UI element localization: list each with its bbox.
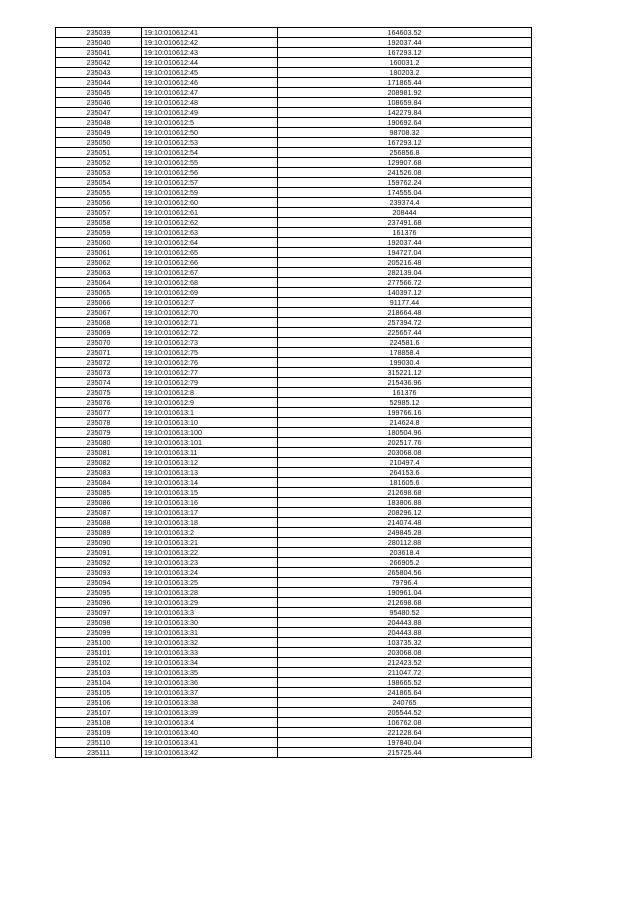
table-body [56,28,532,758]
value-cell: 241865.64 [278,688,532,698]
row-id-cell: 235063 [56,268,142,278]
value-cell: 241526.08 [278,168,532,178]
cadastral-number-cell: 19:10:010613:34 [142,658,278,668]
row-id-cell: 235106 [56,698,142,708]
value-cell: 79796.4 [278,578,532,588]
table-row [56,238,532,248]
table-row [56,118,532,128]
cadastral-number-cell: 19:10:010612:44 [142,58,278,68]
value-cell: 224581.6 [278,338,532,348]
row-id-cell: 235045 [56,88,142,98]
table-row [56,748,532,758]
value-cell: 199766.16 [278,408,532,418]
row-id-cell: 235060 [56,238,142,248]
cadastral-number-cell: 19:10:010613:21 [142,538,278,548]
value-cell: 192037.44 [278,238,532,248]
value-cell: 159762.24 [278,178,532,188]
table-row [56,58,532,68]
row-id-cell: 235050 [56,138,142,148]
row-id-cell: 235042 [56,58,142,68]
table-row [56,408,532,418]
cadastral-number-cell: 19:10:010613:40 [142,728,278,738]
cadastral-number-cell: 19:10:010613:12 [142,458,278,468]
cadastral-number-cell: 19:10:010612:76 [142,358,278,368]
row-id-cell: 235066 [56,298,142,308]
value-cell: 161376 [278,228,532,238]
row-id-cell: 235072 [56,358,142,368]
cadastral-number-cell: 19:10:010612:50 [142,128,278,138]
cadastral-number-cell: 19:10:010613:4 [142,718,278,728]
value-cell: 203068.08 [278,448,532,458]
row-id-cell: 235055 [56,188,142,198]
table-row [56,468,532,478]
cadastral-number-cell: 19:10:010613:2 [142,528,278,538]
value-cell: 239374.4 [278,198,532,208]
value-cell: 129907.68 [278,158,532,168]
row-id-cell: 235097 [56,608,142,618]
row-id-cell: 235062 [56,258,142,268]
value-cell: 214624.8 [278,418,532,428]
value-cell: 280112.88 [278,538,532,548]
row-id-cell: 235078 [56,418,142,428]
table-row [56,338,532,348]
cadastral-number-cell: 19:10:010612:73 [142,338,278,348]
cadastral-number-cell: 19:10:010613:18 [142,518,278,528]
cadastral-number-cell: 19:10:010613:13 [142,468,278,478]
cadastral-number-cell: 19:10:010612:46 [142,78,278,88]
cadastral-number-cell: 19:10:010613:17 [142,508,278,518]
row-id-cell: 235108 [56,718,142,728]
row-id-cell: 235084 [56,478,142,488]
row-id-cell: 235057 [56,208,142,218]
cadastral-number-cell: 19:10:010613:23 [142,558,278,568]
table-row [56,368,532,378]
row-id-cell: 235052 [56,158,142,168]
value-cell: 282139.04 [278,268,532,278]
value-cell: 204443.88 [278,618,532,628]
cadastral-number-cell: 19:10:010612:79 [142,378,278,388]
cadastral-number-cell: 19:10:010613:101 [142,438,278,448]
table-row [56,708,532,718]
cadastral-number-cell: 19:10:010612:5 [142,118,278,128]
table-row [56,548,532,558]
table-row [56,128,532,138]
table-row [56,578,532,588]
row-id-cell: 235105 [56,688,142,698]
value-cell: 108659.84 [278,98,532,108]
table-row [56,658,532,668]
row-id-cell: 235068 [56,318,142,328]
table-row [56,648,532,658]
value-cell: 167293.12 [278,48,532,58]
data-table [55,27,532,758]
table-row [56,738,532,748]
cadastral-number-cell: 19:10:010612:75 [142,348,278,358]
table-row [56,308,532,318]
cadastral-number-cell: 19:10:010613:15 [142,488,278,498]
table-row [56,618,532,628]
row-id-cell: 235077 [56,408,142,418]
value-cell: 211047.72 [278,668,532,678]
row-id-cell: 235093 [56,568,142,578]
row-id-cell: 235044 [56,78,142,88]
cadastral-number-cell: 19:10:010613:42 [142,748,278,758]
table-row [56,288,532,298]
value-cell: 210497.4 [278,458,532,468]
value-cell: 208444 [278,208,532,218]
row-id-cell: 235100 [56,638,142,648]
cadastral-number-cell: 19:10:010612:64 [142,238,278,248]
cadastral-number-cell: 19:10:010613:14 [142,478,278,488]
table-row [56,258,532,268]
row-id-cell: 235075 [56,388,142,398]
value-cell: 218664.48 [278,308,532,318]
cadastral-number-cell: 19:10:010613:36 [142,678,278,688]
cadastral-number-cell: 19:10:010612:77 [142,368,278,378]
row-id-cell: 235099 [56,628,142,638]
table-row [56,98,532,108]
cadastral-number-cell: 19:10:010612:72 [142,328,278,338]
cadastral-number-cell: 19:10:010612:7 [142,298,278,308]
row-id-cell: 235086 [56,498,142,508]
cadastral-number-cell: 19:10:010613:32 [142,638,278,648]
cadastral-number-cell: 19:10:010612:65 [142,248,278,258]
table-row [56,328,532,338]
value-cell: 178858.4 [278,348,532,358]
row-id-cell: 235040 [56,38,142,48]
table-row [56,668,532,678]
value-cell: 190692.64 [278,118,532,128]
value-cell: 194727.04 [278,248,532,258]
row-id-cell: 235069 [56,328,142,338]
row-id-cell: 235053 [56,168,142,178]
row-id-cell: 235107 [56,708,142,718]
table-row [56,728,532,738]
value-cell: 205216.48 [278,258,532,268]
value-cell: 183806.88 [278,498,532,508]
value-cell: 202517.76 [278,438,532,448]
cadastral-number-cell: 19:10:010612:62 [142,218,278,228]
cadastral-number-cell: 19:10:010612:60 [142,198,278,208]
value-cell: 164603.52 [278,28,532,38]
cadastral-number-cell: 19:10:010612:59 [142,188,278,198]
cadastral-number-cell: 19:10:010613:10 [142,418,278,428]
cadastral-number-cell: 19:10:010612:69 [142,288,278,298]
value-cell: 203068.08 [278,648,532,658]
cadastral-number-cell: 19:10:010613:1 [142,408,278,418]
table-row [56,148,532,158]
value-cell: 171865.44 [278,78,532,88]
table-row [56,428,532,438]
row-id-cell: 235047 [56,108,142,118]
cadastral-number-cell: 19:10:010612:57 [142,178,278,188]
value-cell: 208981.92 [278,88,532,98]
table-row [56,278,532,288]
cadastral-number-cell: 19:10:010613:25 [142,578,278,588]
cadastral-number-cell: 19:10:010613:35 [142,668,278,678]
value-cell: 98708.32 [278,128,532,138]
value-cell: 256856.8 [278,148,532,158]
table-row [56,158,532,168]
cadastral-number-cell: 19:10:010612:49 [142,108,278,118]
value-cell: 214074.48 [278,518,532,528]
cadastral-number-cell: 19:10:010613:31 [142,628,278,638]
table-row [56,698,532,708]
row-id-cell: 235080 [56,438,142,448]
table-row [56,678,532,688]
value-cell: 103735.32 [278,638,532,648]
table-row [56,318,532,328]
cadastral-number-cell: 19:10:010612:56 [142,168,278,178]
cadastral-number-cell: 19:10:010612:68 [142,278,278,288]
table-row [56,538,532,548]
cadastral-number-cell: 19:10:010612:48 [142,98,278,108]
value-cell: 212698.68 [278,488,532,498]
table-row [56,638,532,648]
cadastral-number-cell: 19:10:010613:37 [142,688,278,698]
cadastral-number-cell: 19:10:010612:61 [142,208,278,218]
value-cell: 52985.12 [278,398,532,408]
row-id-cell: 235067 [56,308,142,318]
row-id-cell: 235109 [56,728,142,738]
cadastral-number-cell: 19:10:010612:9 [142,398,278,408]
row-id-cell: 235095 [56,588,142,598]
cadastral-number-cell: 19:10:010612:70 [142,308,278,318]
table-row [56,358,532,368]
row-id-cell: 235081 [56,448,142,458]
table-row [56,448,532,458]
cadastral-number-cell: 19:10:010612:55 [142,158,278,168]
row-id-cell: 235043 [56,68,142,78]
value-cell: 203618.4 [278,548,532,558]
cadastral-number-cell: 19:10:010612:66 [142,258,278,268]
value-cell: 204443.88 [278,628,532,638]
row-id-cell: 235083 [56,468,142,478]
table-row [56,348,532,358]
value-cell: 180203.2 [278,68,532,78]
value-cell: 225657.44 [278,328,532,338]
value-cell: 205544.52 [278,708,532,718]
row-id-cell: 235054 [56,178,142,188]
table-row [56,608,532,618]
cadastral-number-cell: 19:10:010612:45 [142,68,278,78]
value-cell: 215725.44 [278,748,532,758]
row-id-cell: 235110 [56,738,142,748]
cadastral-number-cell: 19:10:010613:3 [142,608,278,618]
row-id-cell: 235101 [56,648,142,658]
table-row [56,88,532,98]
value-cell: 106762.08 [278,718,532,728]
table-row [56,378,532,388]
table-row [56,398,532,408]
table-row [56,528,532,538]
row-id-cell: 235098 [56,618,142,628]
table-row [56,78,532,88]
table-row [56,458,532,468]
table-row [56,598,532,608]
row-id-cell: 235104 [56,678,142,688]
row-id-cell: 235085 [56,488,142,498]
row-id-cell: 235049 [56,128,142,138]
row-id-cell: 235046 [56,98,142,108]
row-id-cell: 235064 [56,278,142,288]
table-row [56,568,532,578]
row-id-cell: 235059 [56,228,142,238]
value-cell: 315221.12 [278,368,532,378]
value-cell: 198665.52 [278,678,532,688]
value-cell: 140397.12 [278,288,532,298]
table-row [56,688,532,698]
value-cell: 215436.96 [278,378,532,388]
table-row [56,298,532,308]
cadastral-number-cell: 19:10:010613:29 [142,598,278,608]
table-row [56,558,532,568]
row-id-cell: 235094 [56,578,142,588]
table-row [56,188,532,198]
row-id-cell: 235091 [56,548,142,558]
value-cell: 174555.04 [278,188,532,198]
row-id-cell: 235090 [56,538,142,548]
cadastral-number-cell: 19:10:010613:11 [142,448,278,458]
row-id-cell: 235071 [56,348,142,358]
row-id-cell: 235061 [56,248,142,258]
row-id-cell: 235039 [56,28,142,38]
cadastral-number-cell: 19:10:010613:41 [142,738,278,748]
table-row [56,138,532,148]
row-id-cell: 235070 [56,338,142,348]
cadastral-number-cell: 19:10:010612:71 [142,318,278,328]
value-cell: 190961.04 [278,588,532,598]
table-row [56,68,532,78]
cadastral-number-cell: 19:10:010612:8 [142,388,278,398]
value-cell: 180504.96 [278,428,532,438]
cadastral-number-cell: 19:10:010613:30 [142,618,278,628]
cadastral-number-cell: 19:10:010613:24 [142,568,278,578]
cadastral-number-cell: 19:10:010612:43 [142,48,278,58]
cadastral-number-cell: 19:10:010612:67 [142,268,278,278]
table-row [56,228,532,238]
value-cell: 142279.84 [278,108,532,118]
row-id-cell: 235048 [56,118,142,128]
value-cell: 221228.64 [278,728,532,738]
table-row [56,208,532,218]
row-id-cell: 235103 [56,668,142,678]
table-row [56,488,532,498]
cadastral-number-cell: 19:10:010613:100 [142,428,278,438]
table-row [56,388,532,398]
table-row [56,508,532,518]
cadastral-number-cell: 19:10:010613:16 [142,498,278,508]
row-id-cell: 235102 [56,658,142,668]
value-cell: 264153.6 [278,468,532,478]
row-id-cell: 235041 [56,48,142,58]
cadastral-number-cell: 19:10:010612:47 [142,88,278,98]
table-row [56,268,532,278]
table-row [56,248,532,258]
table-row [56,28,532,38]
value-cell: 95480.52 [278,608,532,618]
row-id-cell: 235076 [56,398,142,408]
table-row [56,718,532,728]
row-id-cell: 235087 [56,508,142,518]
table-row [56,478,532,488]
value-cell: 199030.4 [278,358,532,368]
row-id-cell: 235051 [56,148,142,158]
cadastral-number-cell: 19:10:010613:33 [142,648,278,658]
cadastral-number-cell: 19:10:010612:63 [142,228,278,238]
value-cell: 257394.72 [278,318,532,328]
cadastral-number-cell: 19:10:010612:42 [142,38,278,48]
value-cell: 212698.68 [278,598,532,608]
row-id-cell: 235058 [56,218,142,228]
table-row [56,438,532,448]
cadastral-number-cell: 19:10:010613:39 [142,708,278,718]
row-id-cell: 235096 [56,598,142,608]
value-cell: 91177.44 [278,298,532,308]
value-cell: 197840.04 [278,738,532,748]
row-id-cell: 235088 [56,518,142,528]
value-cell: 240765 [278,698,532,708]
cadastral-number-cell: 19:10:010613:38 [142,698,278,708]
cadastral-number-cell: 19:10:010613:22 [142,548,278,558]
row-id-cell: 235082 [56,458,142,468]
value-cell: 160031.2 [278,58,532,68]
table-row [56,518,532,528]
value-cell: 167293.12 [278,138,532,148]
cadastral-number-cell: 19:10:010612:53 [142,138,278,148]
table-row [56,498,532,508]
table-row [56,418,532,428]
row-id-cell: 235111 [56,748,142,758]
value-cell: 208296.12 [278,508,532,518]
cadastral-number-cell: 19:10:010612:41 [142,28,278,38]
cadastral-number-cell: 19:10:010612:54 [142,148,278,158]
table-row [56,38,532,48]
row-id-cell: 235056 [56,198,142,208]
table-row [56,108,532,118]
row-id-cell: 235074 [56,378,142,388]
table-row [56,48,532,58]
table-row [56,168,532,178]
value-cell: 161376 [278,388,532,398]
value-cell: 249845.28 [278,528,532,538]
value-cell: 181605.6 [278,478,532,488]
value-cell: 266905.2 [278,558,532,568]
table-row [56,628,532,638]
value-cell: 237491.68 [278,218,532,228]
table-row [56,178,532,188]
row-id-cell: 235065 [56,288,142,298]
value-cell: 192037.44 [278,38,532,48]
value-cell: 277566.72 [278,278,532,288]
table-row [56,588,532,598]
cadastral-number-cell: 19:10:010613:28 [142,588,278,598]
value-cell: 212423.52 [278,658,532,668]
row-id-cell: 235092 [56,558,142,568]
table-row [56,218,532,228]
row-id-cell: 235073 [56,368,142,378]
row-id-cell: 235089 [56,528,142,538]
value-cell: 265804.56 [278,568,532,578]
row-id-cell: 235079 [56,428,142,438]
table-row [56,198,532,208]
